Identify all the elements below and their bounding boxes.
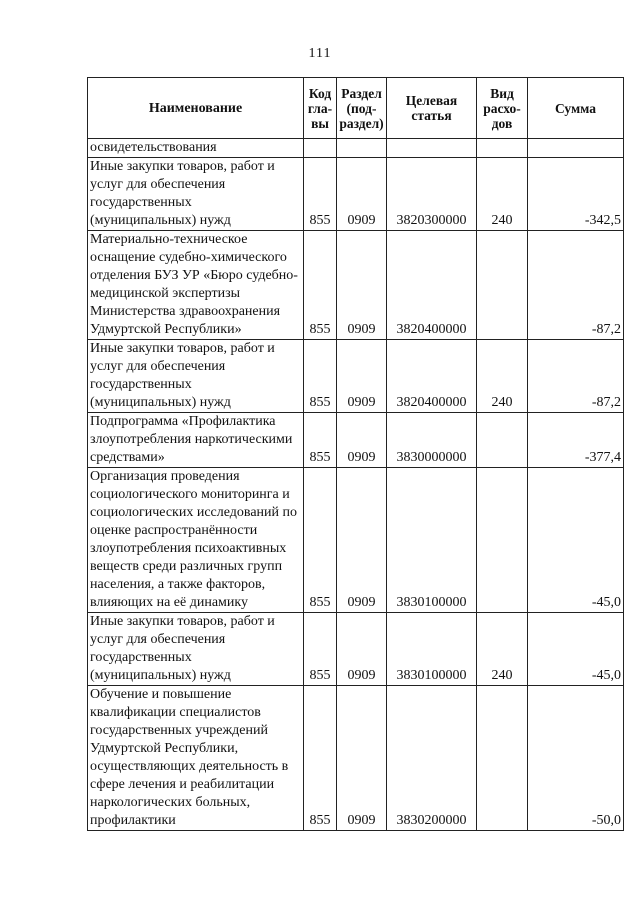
- row-sum: -377,4: [528, 413, 624, 468]
- row-chapter-code: [304, 139, 337, 158]
- row-expense-type: 240: [477, 613, 528, 686]
- row-sum: -45,0: [528, 468, 624, 613]
- table-row: [88, 158, 624, 231]
- table-row: [88, 413, 624, 468]
- row-section: 0909: [337, 231, 387, 340]
- table-row: [88, 686, 624, 831]
- row-sum: -45,0: [528, 613, 624, 686]
- column-header-section: Раздел (под- раздел): [337, 78, 387, 139]
- row-expense-type: 240: [477, 158, 528, 231]
- row-target-article: 3830000000: [387, 413, 477, 468]
- row-section: 0909: [337, 686, 387, 831]
- row-target-article: 3830100000: [387, 613, 477, 686]
- row-sum: -87,2: [528, 340, 624, 413]
- row-name: Иные закупки товаров, работ и услуг для обеспечения государственных (муниципальных) нужд: [88, 613, 304, 686]
- row-target-article: 3820300000: [387, 158, 477, 231]
- column-header-sum: Сумма: [528, 78, 624, 139]
- row-target-article: [387, 139, 477, 158]
- row-section: 0909: [337, 468, 387, 613]
- page-number: 111: [308, 46, 332, 61]
- row-section: [337, 139, 387, 158]
- column-header-chapter-code: Код гла- вы: [304, 78, 337, 139]
- row-expense-type: [477, 231, 528, 340]
- row-name: Организация проведения социологического мониторинга и социологических исследований по оценке распространённости злоупотребления психоактивных веществ среди различных групп населения, а также факторов, влияющих на её динамику: [88, 468, 304, 613]
- column-header-expense-type: Вид расхо- дов: [477, 78, 528, 139]
- row-chapter-code: 855: [304, 686, 337, 831]
- row-name: освидетельствования: [88, 139, 304, 158]
- row-expense-type: [477, 686, 528, 831]
- row-target-article: 3820400000: [387, 231, 477, 340]
- row-section: 0909: [337, 613, 387, 686]
- row-sum: [528, 139, 624, 158]
- row-chapter-code: 855: [304, 340, 337, 413]
- row-name: Иные закупки товаров, работ и услуг для обеспечения государственных (муниципальных) нужд: [88, 158, 304, 231]
- row-chapter-code: 855: [304, 468, 337, 613]
- row-target-article: 3830200000: [387, 686, 477, 831]
- row-name: Подпрограмма «Профилактика злоупотребления наркотическими средствами»: [88, 413, 304, 468]
- row-name: Материально-техническое оснащение судебно-химического отделения БУЗ УР «Бюро судебно-медицинской экспертизы Министерства здравоохранения Удмуртской Республики»: [88, 231, 304, 340]
- table-row: [88, 468, 624, 613]
- table-row: [88, 613, 624, 686]
- table-row: [88, 231, 624, 340]
- row-expense-type: [477, 468, 528, 613]
- row-sum: -342,5: [528, 158, 624, 231]
- row-chapter-code: 855: [304, 413, 337, 468]
- row-expense-type: 240: [477, 340, 528, 413]
- table-header-row: [88, 78, 624, 139]
- table-row: [88, 139, 624, 158]
- row-expense-type: [477, 413, 528, 468]
- row-sum: -50,0: [528, 686, 624, 831]
- row-name: Обучение и повышение квалификации специалистов государственных учреждений Удмуртской Республики, осуществляющих деятельность в сфере лечения и реабилитации наркологических больных, профилактики: [88, 686, 304, 831]
- column-header-name: Наименование: [88, 78, 304, 139]
- row-chapter-code: 855: [304, 231, 337, 340]
- row-target-article: 3820400000: [387, 340, 477, 413]
- row-expense-type: [477, 139, 528, 158]
- row-target-article: 3830100000: [387, 468, 477, 613]
- row-section: 0909: [337, 340, 387, 413]
- table-row: [88, 340, 624, 413]
- row-name: Иные закупки товаров, работ и услуг для обеспечения государственных (муниципальных) нужд: [88, 340, 304, 413]
- column-header-target-article: Целевая статья: [387, 78, 477, 139]
- row-sum: -87,2: [528, 231, 624, 340]
- row-section: 0909: [337, 413, 387, 468]
- row-chapter-code: 855: [304, 613, 337, 686]
- row-chapter-code: 855: [304, 158, 337, 231]
- budget-table: [87, 77, 624, 831]
- row-section: 0909: [337, 158, 387, 231]
